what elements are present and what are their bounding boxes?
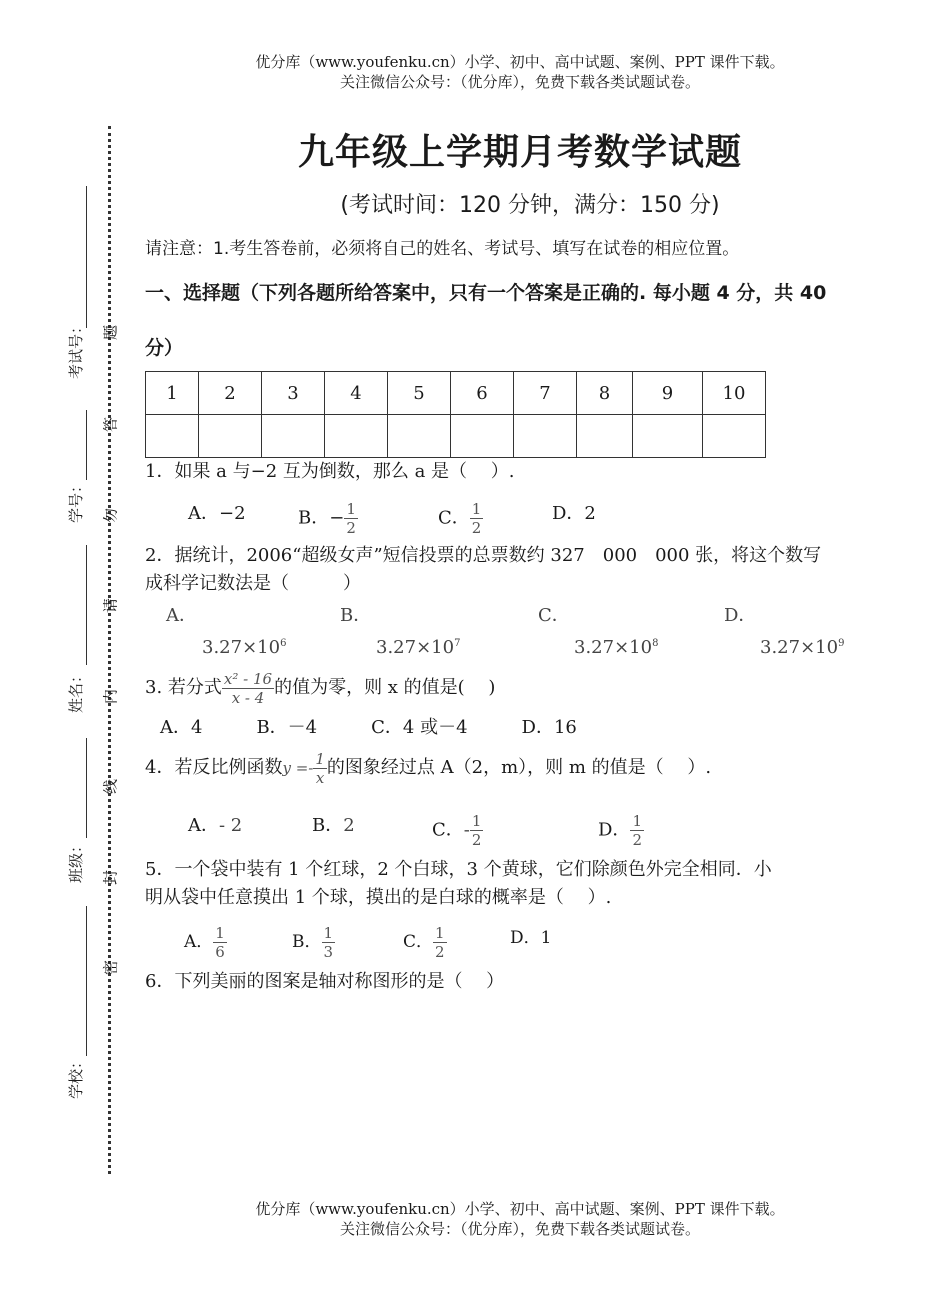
q4-d-frac [630, 812, 644, 849]
q4-stem [145, 748, 711, 788]
footer-line-2: 关注微信公众号：（优分库），免费下载各类试题试卷。 [339, 1220, 700, 1238]
frac-num: 1 [346, 500, 356, 518]
answer-cell-7[interactable] [514, 415, 577, 458]
table-cell: 2 [199, 372, 262, 415]
q5-c-label: C． [403, 932, 434, 952]
q4-stem-post: 的图象经过点 A（2，m），则 m 的值是（ ）. [326, 757, 712, 778]
q4-c-sign: - [463, 819, 470, 841]
table-cell: 5 [388, 372, 451, 415]
answer-cell-1[interactable] [146, 415, 199, 458]
school-label: 学校： [67, 1053, 85, 1099]
frac-den: x - 4 [222, 688, 274, 707]
table-cell: 1 [146, 372, 199, 415]
header-line-1: 优分库（www.youfenku.cn）小学、初中、高中试题、案例、PPT 课件下载。 [255, 53, 785, 71]
q4-b-value: 2 [343, 815, 355, 836]
q3-stem-post: 的值为零，则 x 的值是( ) [274, 677, 496, 698]
table-cell: 8 [577, 372, 633, 415]
frac-num: 1 [215, 924, 225, 942]
frac-den: 2 [471, 831, 482, 849]
class-label: 班级： [67, 837, 85, 883]
q2-c-exp: 8 [652, 638, 659, 649]
header-line-2: 关注微信公众号：（优分库），免费下载各类试题试卷。 [339, 73, 700, 91]
answer-cell-10[interactable] [703, 415, 766, 458]
q4-option-d [598, 812, 644, 849]
answer-table-blanks[interactable] [146, 415, 766, 458]
q2-option-b [340, 602, 460, 662]
table-cell: 3 [262, 372, 325, 415]
table-cell: 6 [451, 372, 514, 415]
q5-b-label: B． [292, 932, 322, 952]
notice: 请注意：1.考生答卷前，必须将自己的姓名、考试号、填写在试卷的相应位置。 [145, 239, 740, 259]
school-line [86, 906, 87, 1056]
frac-num: 1 [471, 812, 482, 830]
seal-char-3: 勿 [101, 508, 120, 524]
frac-num: x² - 16 [223, 669, 273, 688]
q1-c-frac [470, 500, 484, 537]
q4-c-label: C． [432, 819, 464, 841]
q2-d-label: D． [724, 605, 757, 626]
frac-num: 1 [315, 749, 325, 768]
q4-a-label: A． [188, 815, 219, 836]
table-cell: 10 [703, 372, 766, 415]
q4-option-b [312, 812, 355, 840]
q1-c-label: C． [438, 507, 470, 529]
frac-den: 2 [346, 519, 356, 537]
answer-cell-6[interactable] [451, 415, 514, 458]
q5-a-label: A． [184, 932, 214, 952]
q5-b-frac [322, 924, 336, 961]
name-label: 姓名： [67, 667, 85, 713]
q1-b-label: B．− [298, 507, 345, 529]
frac-den: 3 [323, 943, 334, 961]
q2-d-base: 3.27×10 [760, 637, 839, 658]
q1-option-a: A．−2 [188, 503, 246, 524]
q5-option-d: D．1 [510, 928, 552, 948]
q4-option-c [432, 812, 483, 849]
section-1-heading-cont: 分） [145, 337, 184, 359]
answer-cell-3[interactable] [262, 415, 325, 458]
seal-char-5: 内 [101, 689, 120, 705]
q5-option-c [403, 924, 447, 961]
q1-option-b [298, 500, 358, 537]
frac-num: 1 [471, 500, 482, 518]
q4-c-frac [470, 812, 484, 849]
q2-c-label: C． [538, 605, 570, 626]
frac-den: 2 [435, 943, 445, 961]
q5-a-frac [213, 924, 227, 961]
class-line [86, 738, 87, 838]
frac-den: 2 [632, 831, 642, 849]
student-no-label: 学号： [67, 477, 85, 523]
q1-stem: 1．如果 a 与−2 互为倒数，那么 a 是（ ）. [145, 461, 515, 482]
q2-b-base: 3.27×10 [376, 637, 455, 658]
q1-option-d: D．2 [552, 503, 596, 524]
q2-option-c [538, 602, 658, 662]
frac-den: 6 [215, 943, 225, 961]
q3-fraction [222, 670, 274, 707]
q5-option-a [184, 924, 227, 961]
q4-option-a [188, 812, 242, 840]
frac-num: 1 [435, 924, 445, 942]
q2-option-d [724, 602, 844, 662]
q2-option-a [166, 602, 286, 662]
name-line [86, 545, 87, 665]
frac-den: 2 [471, 519, 482, 537]
q5-option-b [292, 924, 335, 961]
q6-stem: 6．下列美丽的图案是轴对称图形的是（ ） [145, 971, 505, 992]
exam-info: (考试时间：120 分钟，满分：150 分) [340, 193, 720, 218]
answer-cell-2[interactable] [199, 415, 262, 458]
seal-char-4: 请 [101, 598, 120, 614]
q2-a-exp: 6 [280, 638, 287, 649]
frac-den: x [313, 768, 327, 787]
page-title: 九年级上学期月考数学试题 [297, 132, 742, 173]
q3-stem [145, 668, 495, 708]
seal-char-8: 密 [101, 960, 120, 976]
q4-d-label: D． [598, 819, 631, 841]
q4-a-value: - 2 [219, 815, 243, 836]
q2-stem-2: 成科学记数法是（ ） [145, 573, 361, 594]
seal-char-6: 线 [101, 779, 120, 795]
q5-c-frac [433, 924, 447, 961]
answer-table-numbers [146, 372, 766, 415]
answer-cell-9[interactable] [633, 415, 703, 458]
exam-no-label: 考试号： [67, 318, 85, 379]
answer-table [145, 371, 766, 458]
seal-char-2: 答 [101, 417, 120, 433]
binding-dotted-line [108, 126, 111, 1174]
q3-options: A．4 B．－4 C．4 或－4 D．16 [160, 717, 577, 738]
answer-cell-4[interactable] [325, 415, 388, 458]
q2-stem-1: 2．据统计，2006“超级女声”短信投票的总票数约 327 000 000 张，将这个数写 [145, 545, 822, 566]
table-cell: 7 [514, 372, 577, 415]
answer-cell-8[interactable] [577, 415, 633, 458]
table-cell: 4 [325, 372, 388, 415]
q4-func: y =- [282, 759, 314, 777]
q2-a-base: 3.27×10 [202, 637, 281, 658]
frac-num: 1 [323, 924, 334, 942]
section-1-heading: 一、选择题（下列各题所给答案中，只有一个答案是正确的. 每小题 4 分，共 40 [145, 282, 827, 304]
frac-num: 1 [632, 812, 642, 830]
seal-char-7: 封 [101, 870, 120, 886]
seal-char-1: 题 [101, 325, 120, 341]
q2-d-exp: 9 [838, 638, 845, 649]
student-no-line [86, 410, 87, 480]
q2-c-base: 3.27×10 [574, 637, 653, 658]
q1-b-frac [344, 500, 358, 537]
q4-fraction [313, 750, 327, 787]
q2-b-label: B． [340, 605, 372, 626]
table-cell: 9 [633, 372, 703, 415]
q5-stem-2: 明从袋中任意摸出 1 个球，摸出的是白球的概率是（ ）. [145, 887, 612, 908]
answer-cell-5[interactable] [388, 415, 451, 458]
q2-b-exp: 7 [454, 638, 461, 649]
q2-a-label: A． [166, 605, 197, 626]
q1-option-c [438, 500, 483, 537]
footer-line-1: 优分库（www.youfenku.cn）小学、初中、高中试题、案例、PPT 课件下载。 [255, 1200, 785, 1218]
q5-stem-1: 5．一个袋中装有 1 个红球，2 个白球，3 个黄球，它们除颜色外完全相同．小 [145, 859, 772, 880]
q3-stem-pre: 3. 若分式 [145, 677, 222, 698]
q4-stem-pre: 4．若反比例函数 [145, 757, 283, 778]
q4-b-label: B． [312, 815, 344, 836]
